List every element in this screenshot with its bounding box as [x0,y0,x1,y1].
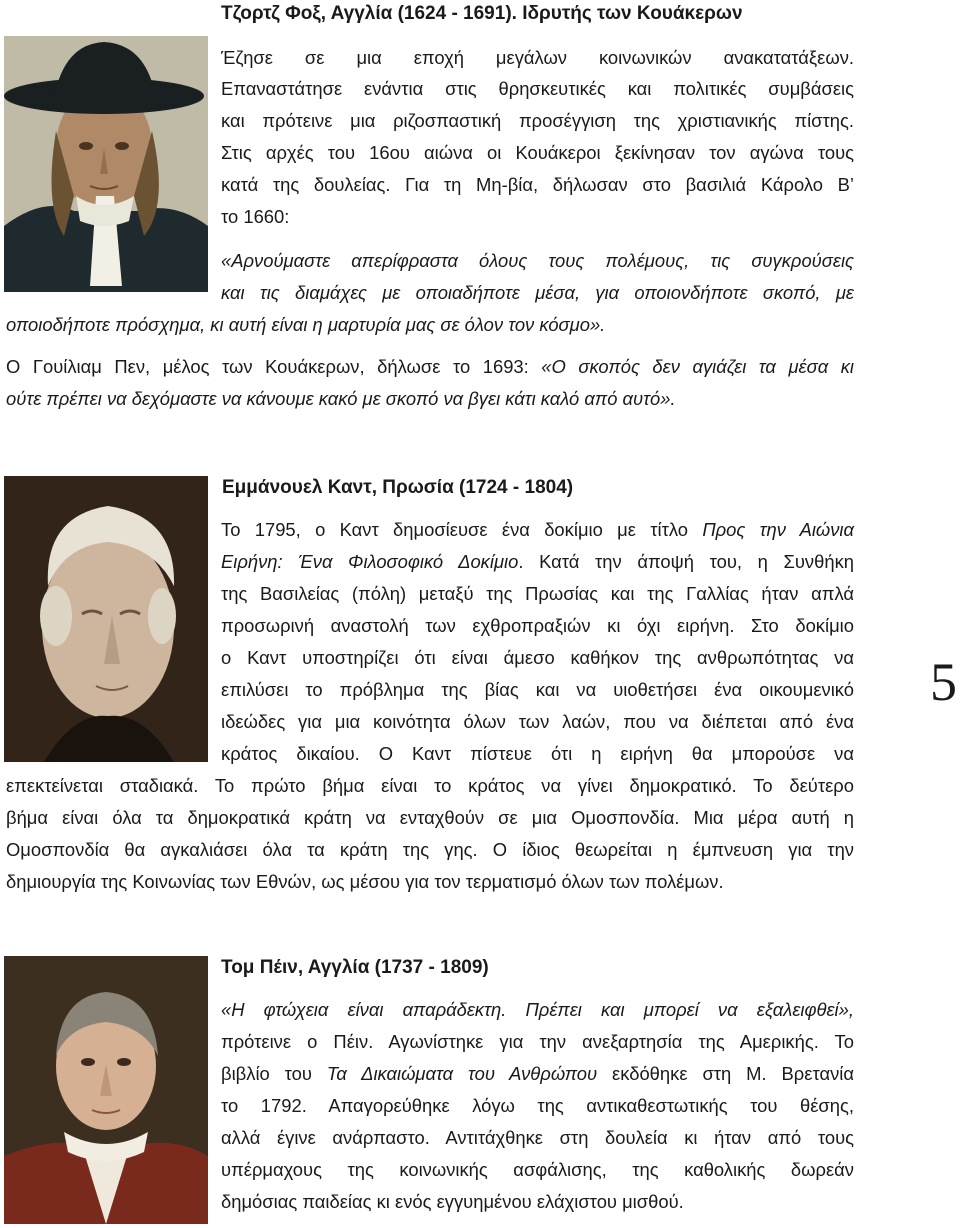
paine-text-line: δημόσιας παιδείας κι ενός εγγυημένου ελάχιστου μισθού. [221,1191,684,1212]
paine-text-line: βιβλίο του Τα Δικαιώματα του Ανθρώπου εκδόθηκε στη Μ. Βρετανία [221,1063,854,1084]
kant-portrait [4,476,208,762]
kant-text-line: επιλύσει το πρόβλημα της βίας και να υιοθετήσει ένα οικουμενικό [221,679,854,700]
kant-text-line: της Βασιλείας (πόλη) μεταξύ της Πρωσίας και της Γαλλίας ήταν απλά [221,583,854,604]
paine-text-line: πρότεινε ο Πέιν. Αγωνίστηκε για την ανεξαρτησία της Αμερικής. Το [221,1031,854,1052]
kant-text-line: επεκτείνεται σταδιακά. Το πρώτο βήμα είναι το κράτος να γίνει δημοκρατικό. Το δεύτερο [6,775,854,796]
paine-text-line: «Η φτώχεια είναι απαράδεκτη. Πρέπει και μπορεί να εξαλειφθεί», [221,999,854,1020]
kant-text-line: Ειρήνη: Ένα Φιλοσοφικό Δοκίμιο. Κατά την άποψή του, η Συνθήκη [221,551,854,572]
page-number: 5 [930,652,957,712]
fox-portrait [4,36,208,292]
fox-text-line: κατά της δουλείας. Για τη Μη-βία, δήλωσαν στο βασιλιά Κάρολο Β’ [221,174,854,195]
fox-text-line: το 1660: [221,206,290,227]
kant-text-line: βήμα είναι όλα τα δημοκρατικά κράτη να ενταχθούν σε μια Ομοσπονδία. Μια μέρα αυτή η [6,807,854,828]
fox-quote-line: οποιοδήποτε πρόσχημα, κι αυτή είναι η μαρτυρία μας σε όλον τον κόσμο». [6,314,606,335]
paine-text-line: το 1792. Απαγορεύθηκε λόγω της αντικαθεστωτικής του θέσης, [221,1095,854,1116]
fox-portrait-image [4,36,208,292]
kant-text-line: ιδεώδες για μια κοινότητα όλων των λαών, που να διέπεται από ένα [221,711,854,732]
kant-text-line: προσωρινή αναστολή των εχθροπραξιών κι όχι ειρήνη. Στο δοκίμιο [221,615,854,636]
paine-text-line: υπέρμαχους της κοινωνικής ασφάλισης, της καθολικής δωρεάν [221,1159,854,1180]
fox-quote-line: «Αρνούμαστε απερίφραστα όλους τους πολέμους, τις συγκρούσεις [221,250,854,271]
kant-text-line: ο Καντ υποστηρίζει ότι είναι άμεσο καθήκον της ανθρωπότητας να [221,647,854,668]
fox-text-line: Στις αρχές του 16ου αιώνα οι Κουάκεροι ξεκίνησαν τον αγώνα τους [221,142,854,163]
paine-portrait [4,956,208,1224]
kant-text-line: Ομοσπονδία θα αγκαλιάσει όλα τα κράτη της γης. Ο ίδιος θεωρείται η έμπνευση για την [6,839,854,860]
kant-text-line: κράτος δικαίου. Ο Καντ πίστευε ότι η ειρήνη θα μπορούσε να [221,743,854,764]
fox-text-line: και πρότεινε μια ριζοσπαστική προσέγγιση της χριστιανικής πίστης. [221,110,854,131]
kant-text-line: Το 1795, ο Καντ δημοσίευσε ένα δοκίμιο με τίτλο Προς την Αιώνια [221,519,855,540]
fox-quote-line: και τις διαμάχες με οποιαδήποτε μέσα, για οποιονδήποτε σκοπό, με [221,282,854,303]
fox-text-line: Επαναστάτησε ενάντια στις θρησκευτικές και πολιτικές συμβάσεις [221,78,854,99]
penn-quote-line: ούτε πρέπει να δεχόμαστε να κάνουμε κακό με σκοπό να βγει κάτι καλό από αυτό». [6,388,676,409]
section-title-kant: Εμμάνουελ Καντ, Πρωσία (1724 - 1804) [222,477,574,498]
paine-text-line: αλλά έγινε ανάρπαστο. Αντιτάχθηκε στη δουλεία κι ήταν από τους [221,1127,854,1148]
penn-quote-line: Ο Γουίλιαμ Πεν, μέλος των Κουάκερων, δήλωσε το 1693: «Ο σκοπός δεν αγιάζει τα μέσα κι [6,356,855,377]
kant-portrait-image [4,476,208,762]
section-title-paine: Τομ Πέιν, Αγγλία (1737 - 1809) [221,957,489,978]
section-title-fox: Τζορτζ Φοξ, Αγγλία (1624 - 1691). Ιδρυτής των Κουάκερων [221,3,743,24]
kant-text-line: δημιουργία της Κοινωνίας των Εθνών, ως μέσου για τον τερματισμό όλων των πολέμων. [6,871,724,892]
fox-text-line: Έζησε σε μια εποχή μεγάλων κοινωνικών ανακατατάξεων. [221,47,854,68]
paine-portrait-image [4,956,208,1224]
